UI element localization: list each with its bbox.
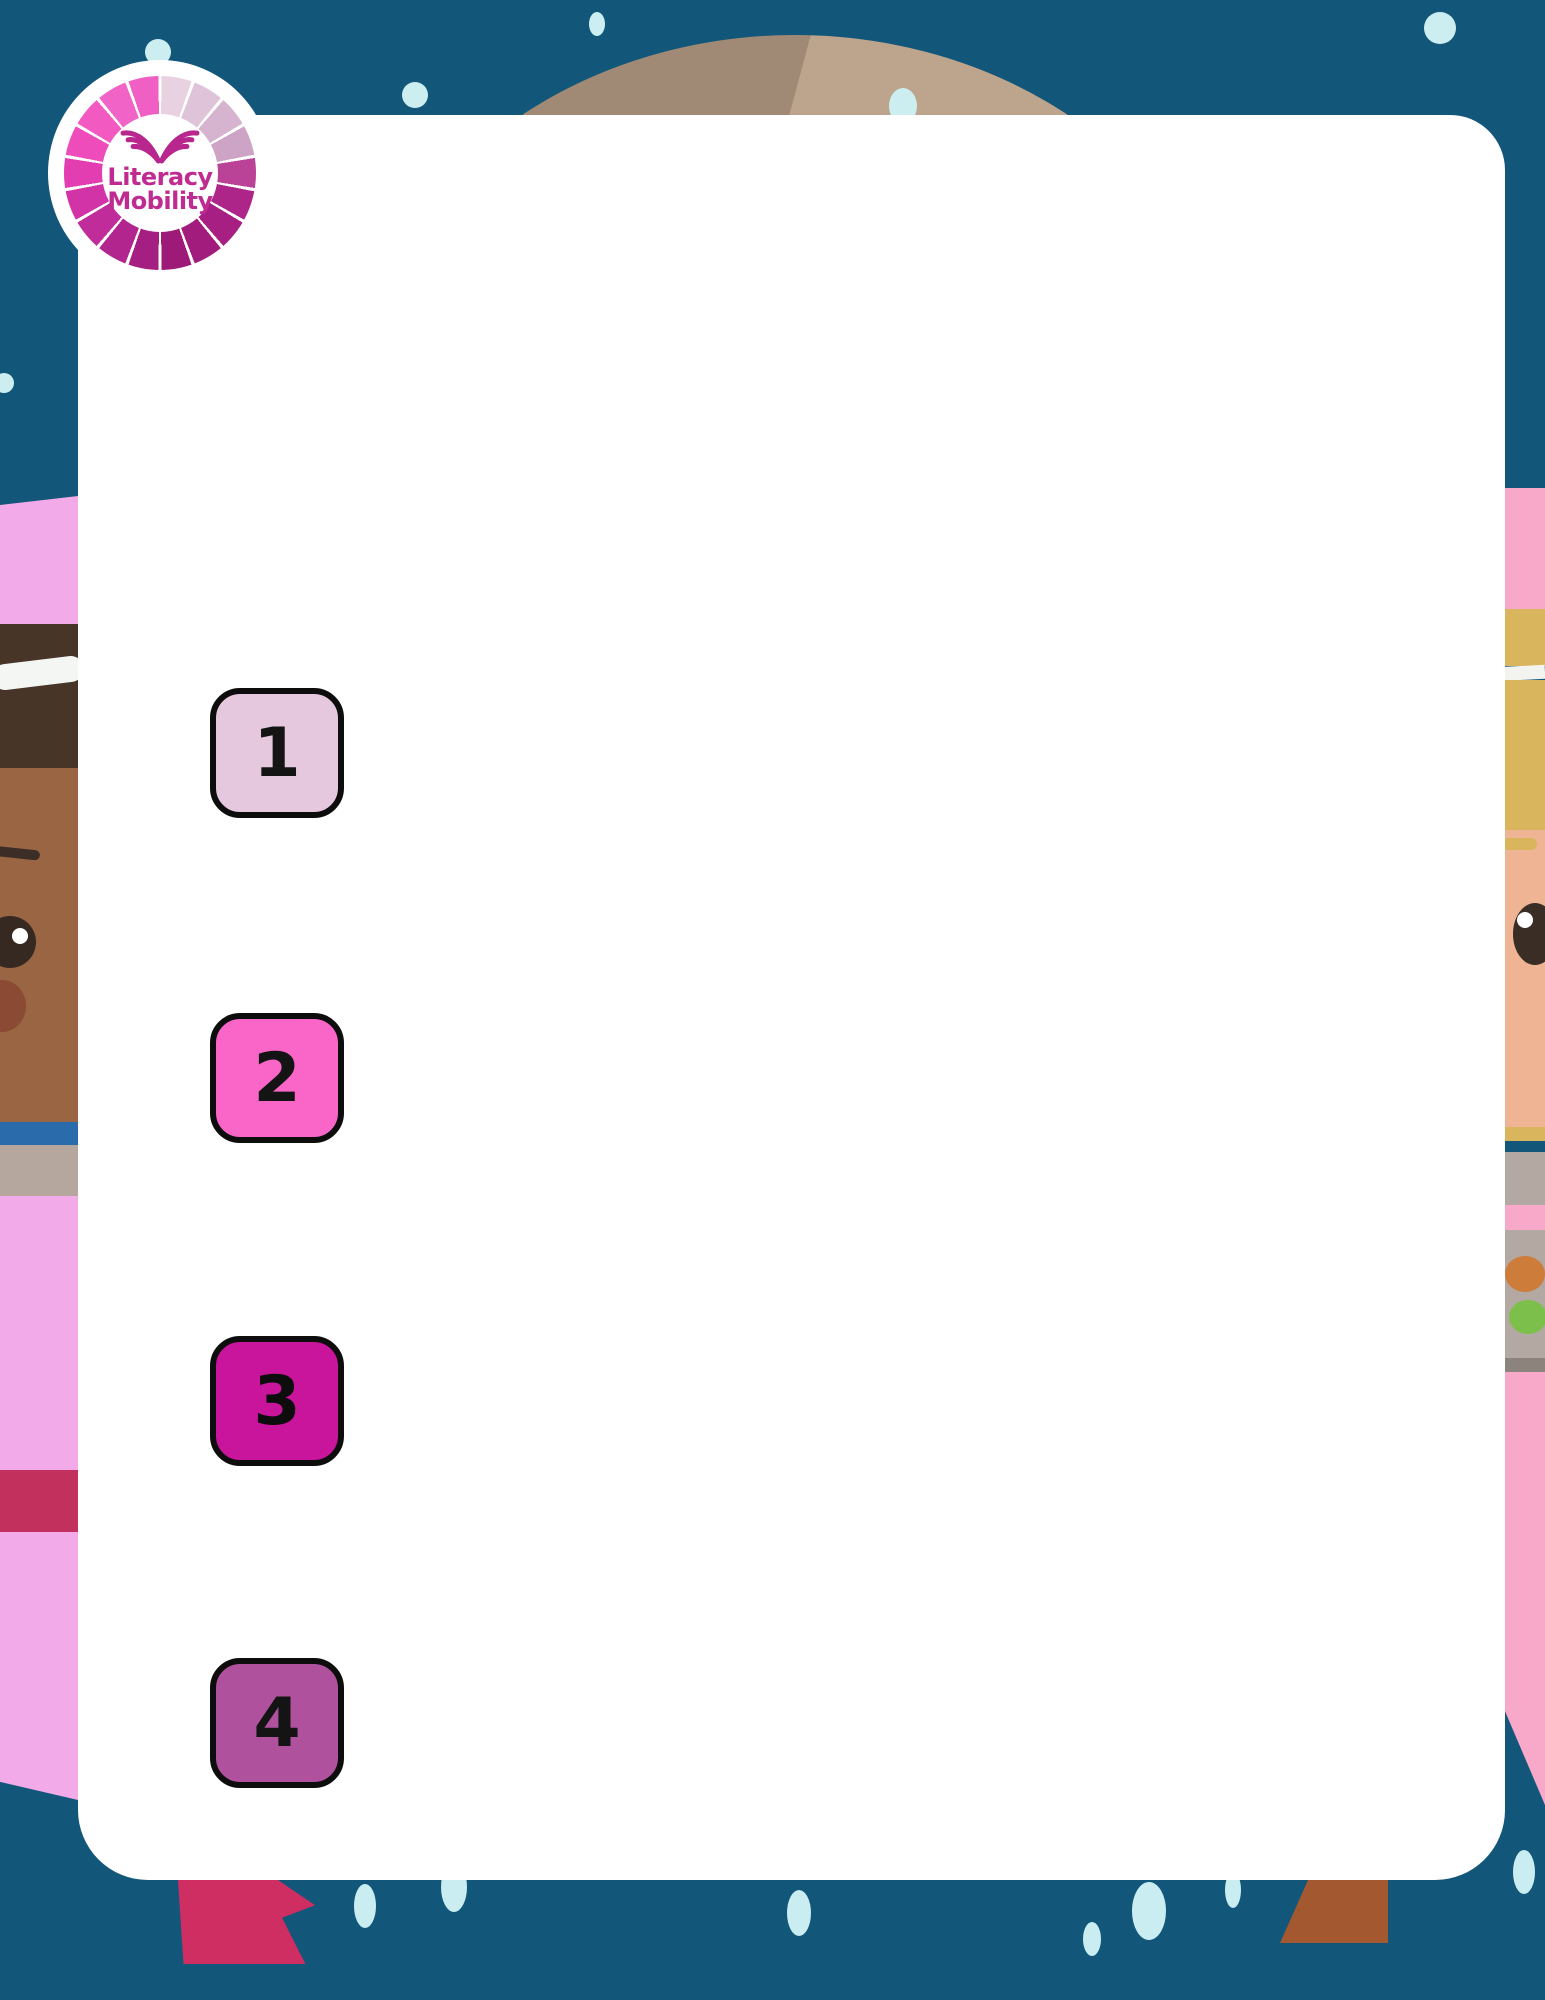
badge-4 [210,1658,344,1788]
bubble-dot [1513,1850,1535,1894]
open-book-icon [118,122,202,166]
badge-3 [210,1336,344,1466]
badge-2 [210,1013,344,1143]
logo-word-mobility: Mobility [107,186,213,215]
eye-highlight [12,928,28,944]
bubble-dot [787,1890,811,1936]
character-collar [0,1122,78,1145]
badge-1-number: 1 [253,713,301,793]
badge-2-number: 2 [253,1038,301,1118]
plank-illustration [1280,1880,1388,1943]
bubble-dot [402,82,428,108]
eye-highlight [1517,912,1533,928]
badge-4-number: 4 [253,1683,301,1763]
worksheet-card [78,115,1505,1880]
backpack-button-green [1509,1300,1545,1334]
backpack-button-orange [1505,1256,1545,1292]
bubble-dot [589,12,605,36]
logo-word-literacy: Literacy [107,163,213,191]
flag-illustration [178,1880,315,1964]
bubble-dot [1424,12,1456,44]
bubble-dot [354,1884,376,1928]
character-hair-wisp [1501,838,1537,850]
bubble-dot [1132,1882,1166,1940]
character-hat [0,496,78,624]
character-belt [0,1470,78,1532]
badge-3-number: 3 [253,1361,301,1441]
character-strap [0,1145,78,1196]
character-hair [0,624,78,768]
literacy-mobility-logo [48,60,272,286]
badge-1 [210,688,344,818]
bubble-dot [1083,1922,1101,1956]
